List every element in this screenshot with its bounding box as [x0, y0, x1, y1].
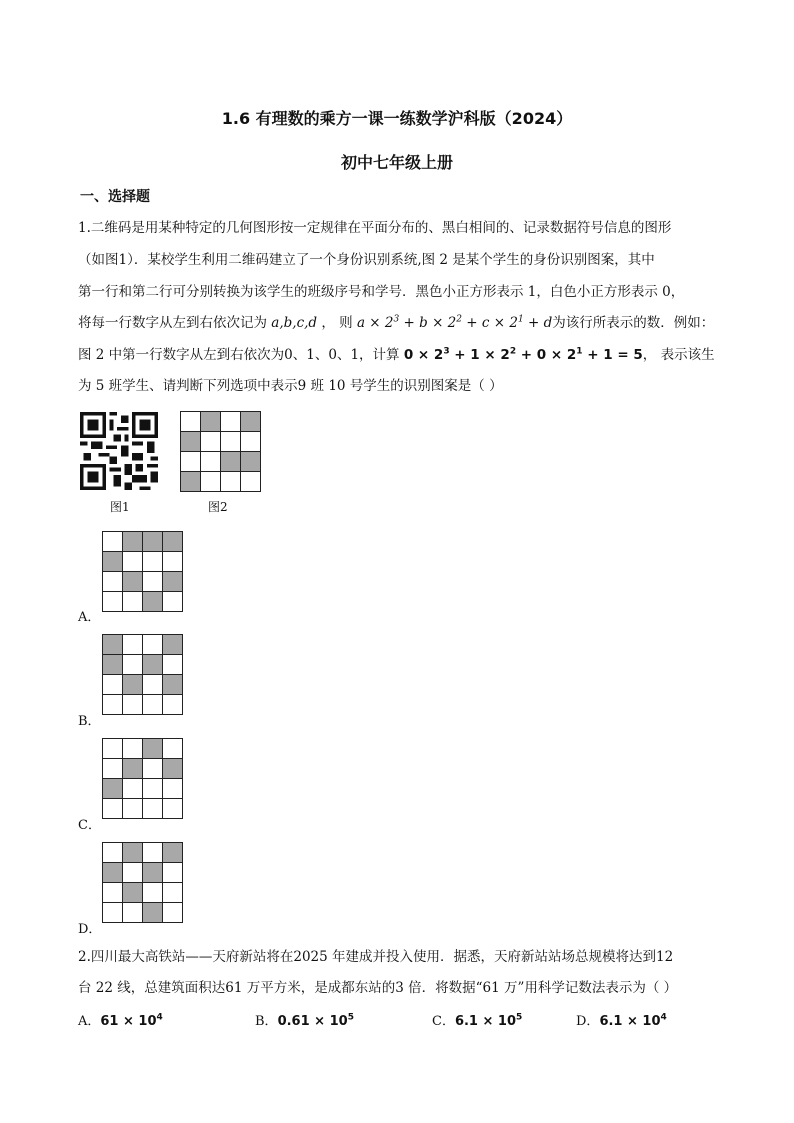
black-cell	[123, 759, 143, 779]
q1-line-5-text-b: ， 表示该生	[642, 347, 715, 363]
white-cell	[163, 655, 183, 675]
white-cell	[143, 675, 163, 695]
white-cell	[103, 695, 123, 715]
white-cell	[103, 532, 123, 552]
answer-label: B．	[255, 1014, 278, 1029]
white-cell	[241, 472, 261, 492]
figure-2-caption: 图2	[208, 500, 228, 514]
black-cell	[241, 452, 261, 472]
answer-mantissa: 61	[100, 1014, 119, 1029]
q2-line-2: 台 22 线，总建筑面积达61 万平方米，是成都东站的3 倍．将数据“61 万”用科学记数法表示为（ ）	[78, 980, 678, 996]
answer-exponent: 4	[156, 1012, 163, 1023]
white-cell	[143, 635, 163, 655]
black-cell	[181, 432, 201, 452]
black-cell	[103, 863, 123, 883]
black-cell	[143, 863, 163, 883]
q1-line-5-text-a: 图 2 中第一行数字从左到右依次为0、1、0、1，计算	[78, 347, 400, 363]
white-cell	[123, 863, 143, 883]
black-cell	[103, 779, 123, 799]
white-cell	[103, 592, 123, 612]
white-cell	[103, 883, 123, 903]
option-d-label: D．	[78, 922, 102, 937]
q2-answer-c: C．$6.1 \times 10^5$	[432, 1012, 523, 1029]
q1-variables: a,b,c,d	[271, 315, 318, 331]
black-cell	[163, 572, 183, 592]
white-cell	[221, 472, 241, 492]
black-cell	[143, 655, 163, 675]
q2-line-1: 2.四川最大高铁站——天府新站将在2025 年建成并投入使用．据悉，天府新站站场总规模将达到12	[78, 949, 674, 965]
white-cell	[123, 903, 143, 923]
black-cell	[163, 635, 183, 655]
black-cell	[143, 592, 163, 612]
section-heading: 一、选择题	[80, 189, 150, 205]
figure-1-caption: 图1	[110, 500, 130, 514]
white-cell	[241, 432, 261, 452]
black-cell	[163, 843, 183, 863]
white-cell	[103, 759, 123, 779]
white-cell	[201, 452, 221, 472]
black-cell	[143, 903, 163, 923]
option-b-label: B．	[78, 714, 101, 729]
figure-2-grid	[180, 411, 261, 492]
white-cell	[221, 432, 241, 452]
white-cell	[123, 799, 143, 819]
black-cell	[163, 759, 183, 779]
white-cell	[181, 412, 201, 432]
white-cell	[143, 799, 163, 819]
answer-label: A．	[78, 1014, 101, 1029]
black-cell	[123, 843, 143, 863]
q1-line-3: 第一行和第二行可分别转换为该学生的班级序号和学号．黑色小正方形表示 1，白色小正方形表示 0，	[78, 284, 685, 300]
black-cell	[123, 883, 143, 903]
qr-code-image	[80, 412, 158, 490]
white-cell	[163, 779, 183, 799]
white-cell	[123, 779, 143, 799]
white-cell	[103, 675, 123, 695]
white-cell	[201, 432, 221, 452]
white-cell	[163, 883, 183, 903]
black-cell	[181, 472, 201, 492]
white-cell	[103, 843, 123, 863]
q1-example-calc: $0 \times 2^3 + 1 \times 2^2 + 0 \times 2^1 + 1 = 5$	[403, 346, 643, 363]
answer-label: C．	[432, 1014, 455, 1029]
black-cell	[241, 412, 261, 432]
black-cell	[103, 552, 123, 572]
answer-exponent: 5	[516, 1012, 523, 1023]
white-cell	[123, 655, 143, 675]
q1-line-4-text-c: 为该行所表示的数．例如：	[552, 315, 715, 331]
black-cell	[201, 412, 221, 432]
doc-subtitle: 初中七年级上册	[340, 153, 453, 172]
answer-exponent: 5	[347, 1012, 354, 1023]
q2-answer-a: A．$61 \times 10^4$	[78, 1012, 163, 1029]
white-cell	[143, 572, 163, 592]
black-cell	[143, 739, 163, 759]
white-cell	[163, 903, 183, 923]
q2-answer-b: B．$0.61 \times 10^5$	[255, 1012, 354, 1029]
black-cell	[103, 635, 123, 655]
white-cell	[123, 635, 143, 655]
q1-line-5	[78, 343, 715, 363]
white-cell	[143, 759, 163, 779]
q1-line-2: （如图1）．某校学生利用二维码建立了一个身份识别系统,图 2 是某个学生的身份识别图案，其中	[78, 252, 655, 268]
option-a-label: A．	[78, 610, 101, 625]
answer-mantissa: 6.1	[454, 1014, 478, 1029]
q2-answer-d: D．$6.1 \times 10^4$	[576, 1012, 667, 1029]
white-cell	[103, 903, 123, 923]
white-cell	[103, 799, 123, 819]
black-cell	[123, 675, 143, 695]
q1-formula: $a \times 2^3 + b \times 2^2 + c \times 2^1 + d$	[356, 314, 553, 331]
white-cell	[163, 799, 183, 819]
answer-label: D．	[576, 1014, 600, 1029]
white-cell	[143, 883, 163, 903]
option-c-label: C．	[78, 818, 101, 833]
white-cell	[103, 739, 123, 759]
white-cell	[103, 572, 123, 592]
black-cell	[221, 452, 241, 472]
answer-mantissa: 0.61	[277, 1014, 310, 1029]
white-cell	[143, 843, 163, 863]
white-cell	[201, 472, 221, 492]
q1-line-4-text-b: ， 则	[321, 315, 353, 331]
q1-line-4-text-a: 将每一行数字从左到右依次记为	[78, 315, 267, 331]
white-cell	[143, 552, 163, 572]
black-cell	[123, 572, 143, 592]
option-d-grid	[102, 842, 183, 923]
q1-line-4	[78, 311, 714, 331]
white-cell	[143, 695, 163, 715]
q1-line-6: 为 5 班学生、请判断下列选项中表示9 班 10 号学生的识别图案是（ ）	[78, 378, 503, 394]
black-cell	[163, 675, 183, 695]
white-cell	[181, 452, 201, 472]
white-cell	[143, 779, 163, 799]
white-cell	[123, 695, 143, 715]
answer-exponent: 4	[660, 1012, 667, 1023]
option-b-grid	[102, 634, 183, 715]
black-cell	[143, 532, 163, 552]
black-cell	[123, 532, 143, 552]
white-cell	[221, 412, 241, 432]
option-a-grid	[102, 531, 183, 612]
white-cell	[123, 592, 143, 612]
white-cell	[163, 552, 183, 572]
option-c-grid	[102, 738, 183, 819]
white-cell	[163, 739, 183, 759]
black-cell	[103, 655, 123, 675]
white-cell	[163, 592, 183, 612]
black-cell	[163, 532, 183, 552]
white-cell	[163, 695, 183, 715]
white-cell	[123, 552, 143, 572]
answer-mantissa: 6.1	[599, 1014, 623, 1029]
doc-title: 1.6 有理数的乘方一课一练数学沪科版（2024）	[221, 109, 573, 128]
q1-line-1: 1.二维码是用某种特定的几何图形按一定规律在平面分布的、黑白相间的、记录数据符号信息的图形	[78, 220, 672, 236]
white-cell	[123, 739, 143, 759]
white-cell	[163, 863, 183, 883]
